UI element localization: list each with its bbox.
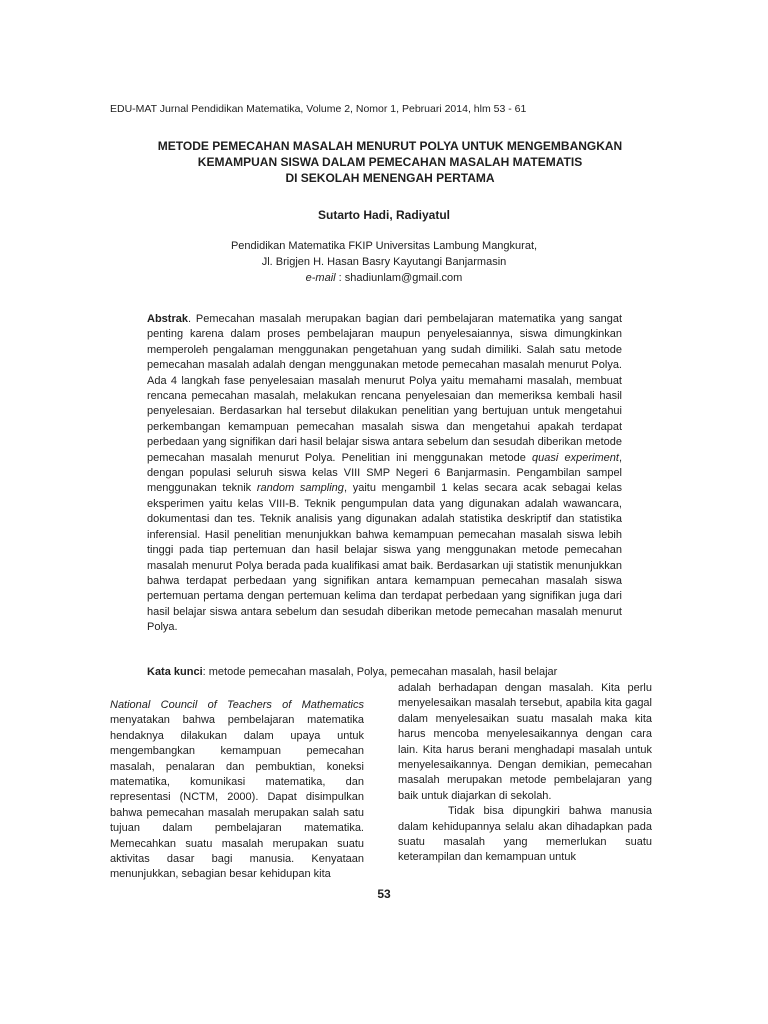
- body-right-paragraph-1: adalah berhadapan dengan masalah. Kita perlu menyelesaikan masalah tersebut, apabila kita gagal dalam menyelesaikan suatu masalah maka kita harus mencoba menyelesaikannya dengan cara lain. Kita harus berani menghadapi masalah untuk menyelesaikannya. Dengan demikian, pemecahan masalah merupakan metode pembelajaran yang baik untuk diajarkan di sekolah.: [398, 682, 652, 802]
- abstract-label: Abstrak: [147, 313, 188, 325]
- keywords: [147, 665, 622, 679]
- title-line-1: METODE PEMECAHAN MASALAH MENURUT POLYA UNTUK MENGEMBANGKAN: [157, 139, 623, 153]
- abstract: [147, 312, 622, 636]
- abstract-text-2: , dengan populasi seluruh siswa kelas VIII SMP Negeri 6 Banjarmasin. Pengambilan sampel menggunakan teknik: [147, 451, 622, 495]
- running-header: EDU-MAT Jurnal Pendidikan Matematika, Volume 2, Nomor 1, Pebruari 2014, hlm 53 - 61: [110, 103, 527, 115]
- keywords-text: : metode pemecahan masalah, Polya, pemecahan masalah, hasil belajar: [202, 666, 558, 678]
- title-line-3: DI SEKOLAH MENENGAH PERTAMA: [285, 171, 495, 185]
- email-address[interactable]: shadiunlam@gmail.com: [344, 272, 463, 284]
- affiliation-line-2: Jl. Brigjen H. Hasan Basry Kayutangi Banjarmasin: [261, 256, 507, 268]
- body-right-paragraph-2: Tidak bisa dipungkiri bahwa manusia dalam kehidupannya selalu akan dihadapkan pada suatu masalah yang memerlukan suatu keterampilan dan kemampuan untuk: [398, 805, 652, 864]
- affiliation: [0, 238, 768, 286]
- title-line-2: KEMAMPUAN SISWA DALAM PEMECAHAN MASALAH MATEMATIS: [197, 155, 583, 169]
- abstract-text-3: , yaitu mengambil 1 kelas secara acak sebagai kelas eksperimen yaitu kelas VIII-B. Teknik pengumpulan data yang digunakan adalah wawancara, dokumentasi dan tes. Teknik analisis yang digunakan adalah statistika deskriptif dan statistika inferensial. Hasil penelitian menunjukkan bahwa kemampuan pemecahan masalah siswa lebih tinggi pada tiap pertemuan dan hasil belajar siswa yang menggunakan metode pemecahan masalah menurut Polya berada pada kualifikasi amat baik. Berdasarkan uji statistik menunjukkan bahwa terdapat perbedaan yang signifikan antara kemampuan pemecahan masalah siswa pertemuan pertama dengan pertemuan kelima dan terdapat perbedaan yang signifikan juga dari hasil belajar siswa antara sebelum dan sesudah diberikan metode pemecahan masalah menurut Polya.: [147, 482, 623, 634]
- body-left-italic: National Council of Teachers of Mathematics: [110, 699, 364, 711]
- affiliation-line-1: Pendidikan Matematika FKIP Universitas Lambung Mangkurat,: [230, 240, 538, 252]
- email-separator: :: [335, 272, 345, 284]
- email-line: [0, 270, 768, 286]
- body-left-text: menyatakan bahwa pembelajaran matematika hendaknya dilakukan dalam upaya untuk mengembangkan kemampuan pemecahan masalah, penalaran dan pembuktian, koneksi matematika, komunikasi matematika, dan representasi (NCTM, 2000). Dapat disimpulkan bahwa pemecahan masalah merupakan salah satu tujuan dalam pembelajaran matematika. Memecahkan suatu masalah merupakan suatu aktivitas dasar bagi manusia. Kenyataan menunjukkan, sebagian besar kehidupan kita: [110, 714, 364, 881]
- page-number: 53: [377, 887, 391, 901]
- body-column-left: [110, 698, 364, 883]
- article-title: [120, 138, 660, 186]
- keywords-label: Kata kunci: [147, 666, 203, 678]
- abstract-text-1: . Pemecahan masalah merupakan bagian dari pembelajaran matematika yang sangat penting karena dalam proses pembelajaran maupun penyelesaiannya, siswa dimungkinkan memperoleh pengalaman menggunakan pengetahuan yang sudah dimiliki. Salah satu metode pemecahan masalah adalah dengan menggunakan metode pemecahan masalah menurut Polya. Ada 4 langkah fase penyelesaian masalah menurut Polya yaitu memahami masalah, membuat rencana pemecahan masalah, melakukan rencana penyelesaian dan memeriksa kembali hasil penyelesaian. Berdasarkan hal tersebut dilakukan penelitian yang bertujuan untuk mengetahui perkembangan kemampuan pemecahan masalah siswa dan mengetahui apakah terdapat perbedaan yang signifikan dari hasil belajar siswa antara sebelum dan sesudah diberikan metode pemecahan masalah menurut Polya. Penelitian ini menggunakan metode: [147, 313, 622, 464]
- authors: Sutarto Hadi, Radiyatul: [317, 208, 451, 222]
- body-column-right: [398, 681, 652, 866]
- email-label: e-mail: [305, 272, 336, 284]
- abstract-italic-1: quasi experiment: [532, 451, 619, 464]
- abstract-italic-2: random sampling: [256, 482, 344, 495]
